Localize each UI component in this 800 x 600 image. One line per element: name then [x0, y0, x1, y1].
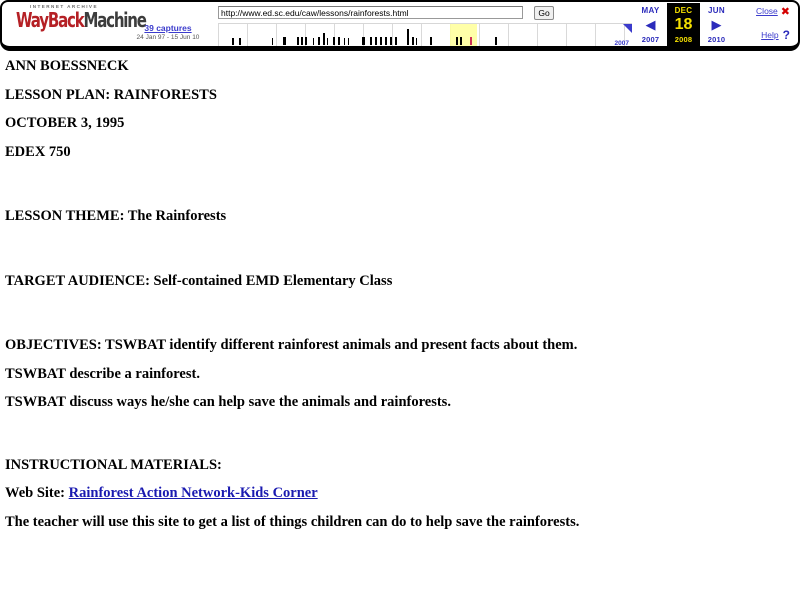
- captures-date-range: 24 Jan 97 - 15 Jun 10: [136, 34, 200, 42]
- current-year-label: 2008: [674, 35, 693, 44]
- web-site-line: [5, 486, 795, 501]
- target-audience: TARGET AUDIENCE: Self-contained EMD Elementary Class: [5, 272, 393, 289]
- timeline-tick[interactable]: [272, 38, 273, 45]
- timeline-tick[interactable]: [416, 38, 417, 45]
- timeline-tick[interactable]: [385, 37, 387, 45]
- url-input[interactable]: [218, 6, 523, 19]
- timeline-year-separator: [247, 24, 248, 48]
- lesson-date: OCTOBER 3, 1995: [5, 115, 125, 131]
- next-arrow-icon[interactable]: ▶: [711, 17, 722, 32]
- wordmark-wayback: WayBack: [16, 7, 84, 33]
- timeline-corner-marker: [623, 24, 632, 33]
- timeline-tick[interactable]: [318, 37, 320, 45]
- timeline-tick[interactable]: [338, 37, 340, 45]
- timeline-year-label: 2007: [614, 40, 629, 47]
- current-capture-column[interactable]: [667, 3, 700, 49]
- go-button[interactable]: Go: [534, 6, 554, 20]
- timeline-tick[interactable]: [375, 37, 377, 45]
- timeline-year-separator: [276, 24, 277, 48]
- previous-capture-column[interactable]: [634, 3, 667, 44]
- date-navigator: [634, 3, 734, 49]
- timeline-tick[interactable]: [495, 37, 497, 45]
- capture-timeline[interactable]: [218, 23, 632, 48]
- timeline-year-separator: [595, 24, 596, 48]
- timeline-year-separator: [218, 24, 219, 48]
- timeline-tick[interactable]: [460, 37, 462, 45]
- timeline-tick-current[interactable]: [470, 37, 472, 45]
- timeline-tick[interactable]: [327, 38, 328, 45]
- lesson-plan-title: LESSON PLAN: RAINFORESTS: [5, 86, 217, 103]
- timeline-year-separator: [421, 24, 422, 48]
- close-link[interactable]: Close: [756, 6, 778, 16]
- next-capture-column[interactable]: [700, 3, 733, 44]
- timeline-tick[interactable]: [323, 33, 325, 45]
- objective-2: TSWBAT describe a rainforest.: [5, 365, 200, 382]
- url-bar: [218, 6, 558, 20]
- rainforest-action-network-link[interactable]: Rainforest Action Network-Kids Corner: [68, 485, 318, 501]
- timeline-year-separator: [508, 24, 509, 48]
- timeline-tick[interactable]: [456, 37, 458, 45]
- timeline-year-separator: [479, 24, 480, 48]
- wayback-machine-logo[interactable]: [16, 4, 146, 39]
- timeline-tick[interactable]: [301, 37, 303, 45]
- author-line: ANN BOESSNECK: [5, 58, 129, 74]
- wordmark-machine: Machine: [83, 7, 146, 33]
- timeline-tick[interactable]: [407, 29, 409, 45]
- instructional-materials-heading: INSTRUCTIONAL MATERIALS:: [5, 456, 222, 473]
- timeline-year-separator: [392, 24, 393, 48]
- close-x-icon[interactable]: ✖: [780, 6, 790, 18]
- timeline-year-separator: [537, 24, 538, 48]
- wayback-machine-wordmark: [16, 7, 146, 33]
- previous-year-label: 2007: [641, 35, 660, 44]
- internet-archive-label: INTERNET ARCHIVE: [30, 4, 98, 9]
- timeline-tick[interactable]: [390, 37, 392, 45]
- lesson-theme: LESSON THEME: The Rainforests: [5, 208, 227, 224]
- previous-month-label: MAY: [641, 6, 660, 15]
- current-day-cell: [667, 15, 700, 35]
- previous-arrow-icon[interactable]: ◀: [645, 17, 656, 32]
- teacher-note: The teacher will use this site to get a list of things children can do to help save the rainforests.: [5, 513, 580, 530]
- timeline-tick[interactable]: [283, 37, 286, 45]
- timeline-year-separator: [566, 24, 567, 48]
- timeline-tick[interactable]: [344, 38, 345, 45]
- previous-arrow-cell[interactable]: [634, 15, 667, 35]
- next-arrow-cell[interactable]: [700, 15, 733, 35]
- help-control[interactable]: [761, 28, 790, 42]
- next-month-label: JUN: [708, 6, 725, 15]
- current-month-label: DEC: [674, 6, 693, 15]
- timeline-tick[interactable]: [412, 37, 414, 45]
- timeline-tick[interactable]: [370, 37, 372, 45]
- current-day-label: 18: [674, 16, 693, 33]
- captures-count-link[interactable]: 39 captures: [144, 23, 192, 33]
- timeline-tick[interactable]: [333, 37, 335, 45]
- timeline-tick[interactable]: [348, 38, 349, 45]
- objective-3: TSWBAT discuss ways he/she can help save the animals and rainforests.: [5, 394, 451, 410]
- timeline-tick[interactable]: [232, 38, 234, 45]
- web-site-label: Web Site:: [5, 485, 69, 501]
- question-mark-icon[interactable]: ?: [782, 28, 790, 42]
- captures-block: [120, 24, 216, 41]
- timeline-tick[interactable]: [313, 38, 314, 45]
- timeline-tick[interactable]: [395, 37, 397, 45]
- objective-1: OBJECTIVES: TSWBAT identify different rainforest animals and present facts about them.: [5, 337, 578, 353]
- timeline-tick[interactable]: [380, 37, 382, 45]
- timeline-tick[interactable]: [297, 37, 299, 45]
- close-toolbar-control[interactable]: [756, 5, 790, 18]
- course-code: EDEX 750: [5, 143, 71, 160]
- timeline-selected-year-highlight: [450, 24, 477, 48]
- next-year-label: 2010: [707, 35, 726, 44]
- wayback-toolbar: [0, 0, 800, 51]
- timeline-tick[interactable]: [239, 38, 241, 45]
- timeline-tick[interactable]: [305, 37, 307, 45]
- timeline-tick[interactable]: [430, 37, 432, 45]
- help-link[interactable]: Help: [761, 30, 779, 40]
- archived-page-content: [0, 51, 800, 529]
- timeline-tick[interactable]: [362, 37, 365, 45]
